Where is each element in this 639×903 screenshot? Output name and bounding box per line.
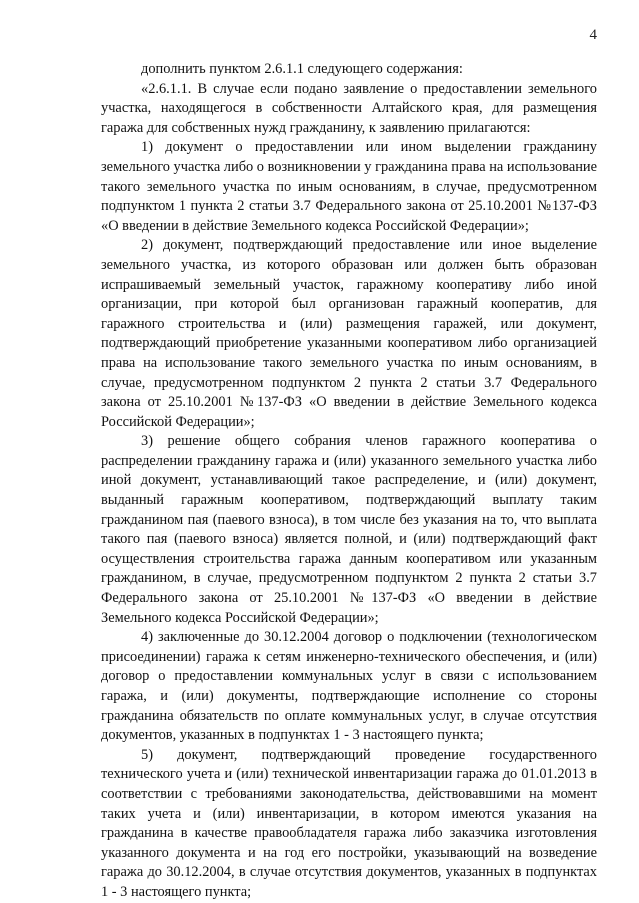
paragraph-item-1: 1) документ о предоставлении или ином выделении гражданину земельного участка либо о возникновении у гражданина права на использование такого земельного участка по иным основаниям, в случае, предусмотренном подпунктом 1 пункта 2 статьи 3.7 Федерального закона от 25.10.2001 №137-ФЗ «О введении в действие Земельного кодекса Российской Федерации»; (101, 139, 597, 234)
paragraph-intro: дополнить пунктом 2.6.1.1 следующего содержания: (141, 61, 463, 77)
paragraph-item-5: 5) документ, подтверждающий проведение государственного технического учета и (или) технической инвентаризации гаража до 01.01.2013 в соответствии с требованиями законодательства, действовавшими на момент таких учета и (или) инвентаризации, в котором имеются указания на гражданина в качестве правообладателя гаража либо заказчика изготовления указанного документа и на год его постройки, указывающий на возведение гаража до 30.12.2004, в случае отсутствия документов, указанных в подпунктах 1 - 3 настоящего пункта; (101, 746, 597, 900)
page-number: 4 (589, 27, 597, 43)
paragraph-item-2: 2) документ, подтверждающий предоставление или иное выделение земельного участка, из которого образован или должен быть образован испрашиваемый земельный участок, гаражному кооперативу либо иной организации, при которой был организован гаражный кооператив, для гаражного строительства и (или) размещения гаражей, или документ, подтверждающий приобретение указанными кооперативом либо организацией права на использование такого земельного участка по иным основаниям, в случае, предусмотренном подпунктом 2 пункта 2 статьи 3.7 Федерального закона от 25.10.2001 №137-ФЗ «О введении в действие Земельного кодекса Российской Федерации»; (101, 237, 597, 430)
paragraph-2-6-1-1: «2.6.1.1. В случае если подано заявление о предоставлении земельного участка, находящегося в собственности Алтайского края, для размещения гаража для собственных нужд гражданину, к заявлению прилагаются: (101, 80, 597, 136)
document-body (101, 60, 597, 903)
paragraph-item-4: 4) заключенные до 30.12.2004 договор о подключении (технологическом присоединении) гаража к сетям инженерно-технического обеспечения, и (или) договор о предоставлении коммунальных услуг в связи с использованием гаража, и (или) документы, подтверждающие исполнение со стороны гражданина обязательств по оплате коммунальных услуг, в случае отсутствия документов, указанных в подпунктах 1 - 3 настоящего пункта; (101, 629, 597, 744)
paragraph-item-3: 3) решение общего собрания членов гаражного кооператива о распределении гражданину гаража и (или) указанного земельного участка либо иной документ, устанавливающий такое распределение, и (или) документ, выданный гаражным кооперативом, подтверждающий выплату таким гражданином пая (паевого взноса), в том числе без указания на то, что выплата такого пая (паевого взноса) является полной, и (или) подтверждающий факт осуществления строительства гаража данным кооперативом или указанным гражданином, в случае, предусмотренном подпунктом 2 пункта 2 статьи 3.7 Федерального закона от 25.10.2001 №137-ФЗ «О введении в действие Земельного кодекса Российской Федерации»; (101, 433, 597, 626)
